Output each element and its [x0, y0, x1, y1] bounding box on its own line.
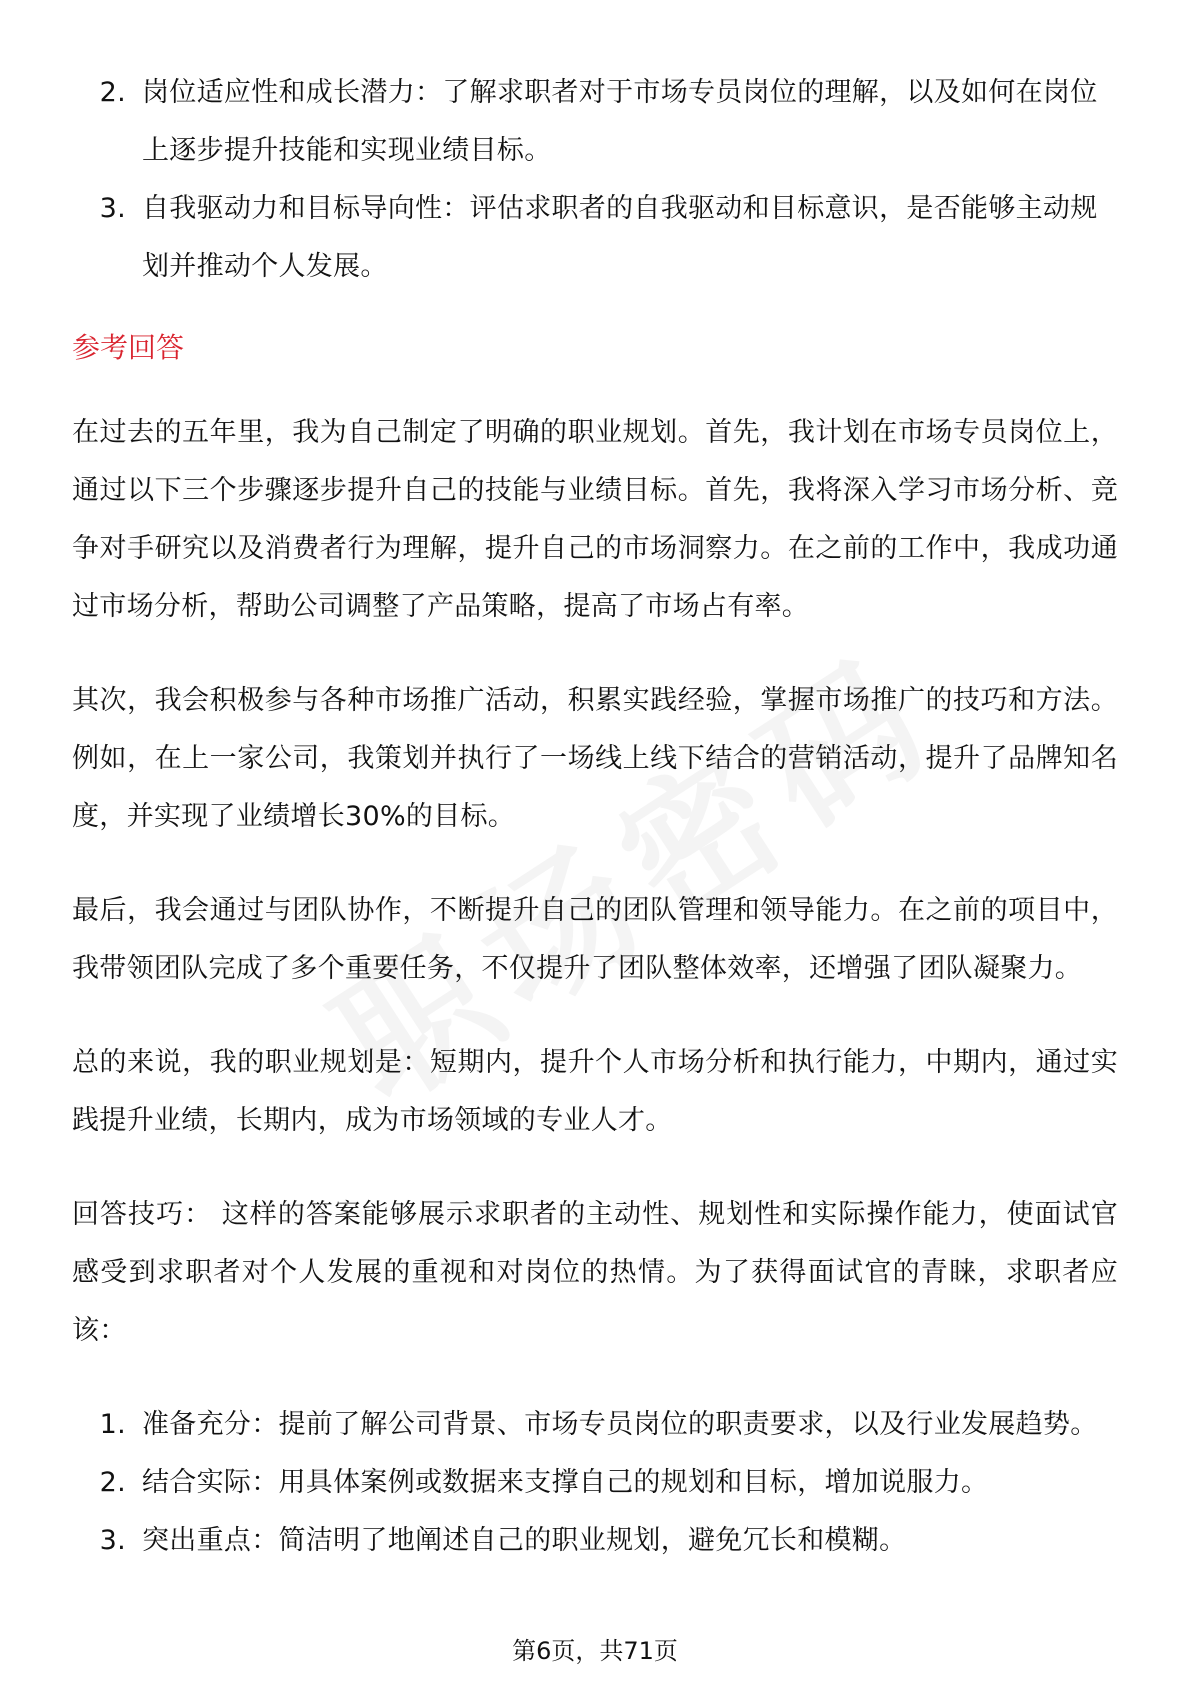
list-item: [72, 1512, 1118, 1570]
list-item: [72, 1454, 1118, 1512]
paragraph: 最后，我会通过与团队协作，不断提升自己的团队管理和领导能力。在之前的项目中，我带领团队完成了多个重要任务，不仅提升了团队整体效率，还增强了团队凝聚力。: [72, 895, 1118, 984]
list-item-text: 自我驱动力和目标导向性：评估求职者的自我驱动和目标意识，是否能够主动规划并推动个人发展。: [142, 193, 1098, 282]
list-item-number: 2.: [99, 1467, 126, 1498]
page-number-footer: 第6页，共71页: [512, 1637, 678, 1665]
paragraph: 总的来说，我的职业规划是：短期内，提升个人市场分析和执行能力，中期内，通过实践提升业绩，长期内，成为市场领域的专业人才。: [72, 1047, 1118, 1136]
answer-tips-paragraph: 回答技巧： 这样的答案能够展示求职者的主动性、规划性和实际操作能力，使面试官感受到求职者对个人发展的重视和对岗位的热情。为了获得面试官的青睐，求职者应该：: [72, 1199, 1118, 1346]
section-title-reference-answer: 参考回答: [72, 331, 185, 364]
answer-tips-list: [72, 1396, 1118, 1570]
page-content: [72, 64, 1118, 1570]
list-item: [72, 64, 1118, 180]
list-item: [72, 180, 1118, 296]
list-item-number: 3.: [99, 1525, 126, 1556]
evaluation-points-list: [72, 64, 1118, 296]
list-item-text: 准备充分：提前了解公司背景、市场专员岗位的职责要求，以及行业发展趋势。: [142, 1409, 1098, 1440]
list-item-text: 岗位适应性和成长潜力：了解求职者对于市场专员岗位的理解，以及如何在岗位上逐步提升技能和实现业绩目标。: [142, 77, 1098, 166]
list-item-number: 2.: [99, 77, 126, 108]
paragraph: 在过去的五年里，我为自己制定了明确的职业规划。首先，我计划在市场专员岗位上，通过以下三个步骤逐步提升自己的技能与业绩目标。首先，我将深入学习市场分析、竞争对手研究以及消费者行为理解，提升自己的市场洞察力。在之前的工作中，我成功通过市场分析，帮助公司调整了产品策略，提高了市场占有率。: [72, 417, 1118, 622]
list-item-number: 1.: [99, 1409, 126, 1440]
list-item: [72, 1396, 1118, 1454]
list-item-number: 3.: [99, 193, 126, 224]
list-item-text: 突出重点：简洁明了地阐述自己的职业规划，避免冗长和模糊。: [142, 1525, 907, 1556]
list-item-text: 结合实际：用具体案例或数据来支撑自己的规划和目标，增加说服力。: [142, 1467, 989, 1498]
paragraph: 其次，我会积极参与各种市场推广活动，积累实践经验，掌握市场推广的技巧和方法。例如，在上一家公司，我策划并执行了一场线上线下结合的营销活动，提升了品牌知名度，并实现了业绩增长30%的目标。: [72, 685, 1118, 832]
